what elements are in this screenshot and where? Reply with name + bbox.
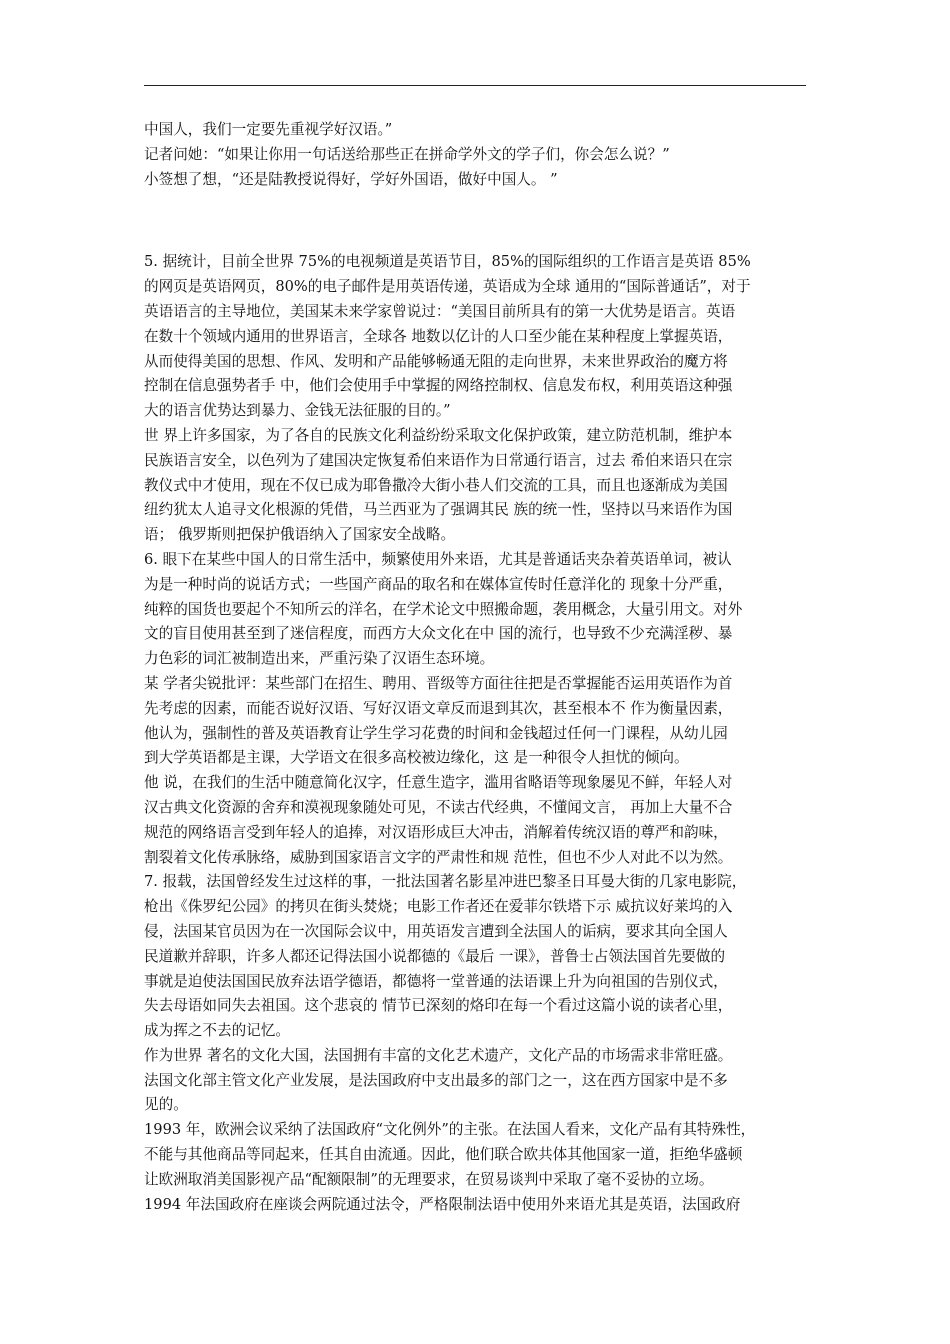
text-line: 某 学者尖锐批评：某些部门在招生、聘用、晋级等方面往往把是否掌握能否运用英语作为首 [144,674,733,692]
text-line: 从而使得美国的思想、作风、发明和产品能够畅通无阻的走向世界，未来世界政治的魔方将 [144,352,728,370]
text-line: 规范的网络语言受到年轻人的追捧，对汉语形成巨大冲击，消解着传统汉语的尊严和韵味， [144,823,728,841]
text-line: 纯粹的国货也要起个不知所云的洋名，在学术论文中照搬命题，袭用概念，大量引用文。对外 [144,600,743,618]
text-line: 事就是迫使法国国民放弃法语学德语，都德将一堂普通的法语课上升为向祖国的告别仪式， [144,972,728,990]
text-line: 1993 年，欧洲会议采纳了法国政府“文化例外”的主张。在法国人看来，文化产品有其特殊性， [144,1121,756,1139]
text-line: 不能与其他商品等同起来，任其自由流通。因此，他们联合欧共体其他国家一道，拒绝华盛顿 [144,1146,743,1164]
text-line: 6. 眼下在某些中国人的日常生活中，频繁使用外来语，尤其是普通话夹杂着英语单词，被认 [144,550,732,568]
main-text [144,250,816,1217]
document-body [144,118,816,1217]
text-line: 世 界上许多国家，为了各自的民族文化利益纷纷采取文化保护政策，建立防范机制，维护本 [144,426,733,444]
text-line: 成为挥之不去的记忆。 [144,1022,290,1040]
continued-dialogue [144,118,816,192]
text-line: 英语语言的主导地位，美国某未来学家曾说过：“美国目前所具有的第一大优势是语言。英语 [144,302,736,320]
text-line: 法国文化部主管文化产业发展，是法国政府中支出最多的部门之一，这在西方国家中是不多 [144,1071,728,1089]
text-line: 让欧洲取消美国影视产品“配额限制”的无理要求，在贸易谈判中采取了毫不妥协的立场。 [144,1170,714,1188]
text-line: 7. 报载，法国曾经发生过这样的事，一批法国著名影星冲进巴黎圣日耳曼大街的几家电影院， [144,873,747,891]
text-line: 到大学英语都是主课，大学语文在很多高校被边缘化，这 是一种很令人担忧的倾向。 [144,749,689,767]
text-line: 语； 俄罗斯则把保护俄语纳入了国家安全战略。 [144,526,456,544]
header-rule [144,85,806,86]
text-line: 的网页是英语网页，80%的电子邮件是用英语传递，英语成为全球 通用的“国际普通话”，对于 [144,278,751,296]
text-line: 教仪式中才使用，现在不仅已成为耶鲁撒冷大街小巷人们交流的工具，而且也逐渐成为美国 [144,476,728,494]
text-line: 力色彩的词汇被制造出来，严重污染了汉语生态环境。 [144,650,495,668]
text-line: 5. 据统计，目前全世界 75%的电视频道是英语节目，85%的国际组织的工作语言是英语 85% [144,253,751,271]
text-line: 文的盲目使用甚至到了迷信程度，而西方大众文化在中 国的流行，也导致不少充满淫秽、暴 [144,625,733,643]
text-line: 他 说，在我们的生活中随意简化汉字，任意生造字，滥用省略语等现象屡见不鲜，年轻人对 [144,774,733,792]
text-line: 他认为，强制性的普及英语教育让学生学习花费的时间和金钱超过任何一门课程，从幼儿园 [144,724,728,742]
text-line: 作为世界 著名的文化大国，法国拥有丰富的文化艺术遗产，文化产品的市场需求非常旺盛。 [144,1046,733,1064]
text-line: 汉古典文化资源的舍弃和漠视现象随处可见，不读古代经典，不懂闻文言， 再加上大量不合 [144,798,733,816]
text-line: 小签想了想，“还是陆教授说得好，学好外国语，做好中国人。 ” [144,170,558,188]
text-line: 为是一种时尚的说话方式；一些国产商品的取名和在媒体宣传时任意洋化的 现象十分严重， [144,575,733,593]
text-line: 失去母语如同失去祖国。这个悲哀的 情节已深刻的烙印在每一个看过这篇小说的读者心里， [144,997,733,1015]
text-line: 枪出《侏罗纪公园》的拷贝在街头焚烧；电影工作者还在爱菲尔铁塔下示 威抗议好莱坞的入 [144,898,733,916]
text-line: 记者问她：“如果让你用一句话送给那些正在拼命学外文的学子们，你会怎么说？” [144,145,670,163]
text-line: 民道歉并辞职，许多人都还记得法国小说都德的《最后 一课》，普鲁士占领法国首先要做的 [144,947,726,965]
text-line: 大的语言优势达到暴力、金钱无法征服的目的。” [144,402,451,420]
text-line: 见的。 [144,1096,188,1114]
text-line: 割裂着文化传承脉络，威胁到国家语言文字的严肃性和规 范性，但也不少人对此不以为然。 [144,848,733,866]
paragraph-gap [144,192,816,250]
text-line: 中国人，我们一定要先重视学好汉语。” [144,121,393,138]
text-line: 侵，法国某官员因为在一次国际会议中，用英语发言遭到全法国人的诟病，要求其向全国人 [144,922,728,940]
text-line: 民族语言安全，以色列为了建国决定恢复希伯来语作为日常通行语言，过去 希伯来语只在宗 [144,451,733,469]
text-line: 纽约犹太人追寻文化根源的凭借，马兰西亚为了强调其民 族的统一性，坚持以马来语作为国 [144,501,733,519]
text-line: 在数十个领域内通用的世界语言，全球各 地数以亿计的人口至少能在某种程度上掌握英语， [144,327,733,345]
text-line: 先考虑的因素，而能否说好汉语、写好汉语文章反而退到其次，甚至根本不 作为衡量因素， [144,699,733,717]
text-line: 1994 年法国政府在座谈会两院通过法令，严格限制法语中使用外来语尤其是英语，法国政府 [144,1195,741,1213]
text-line: 控制在信息强势者手 中，他们会使用手中掌握的网络控制权、信息发布权，利用英语这种强 [144,377,733,395]
